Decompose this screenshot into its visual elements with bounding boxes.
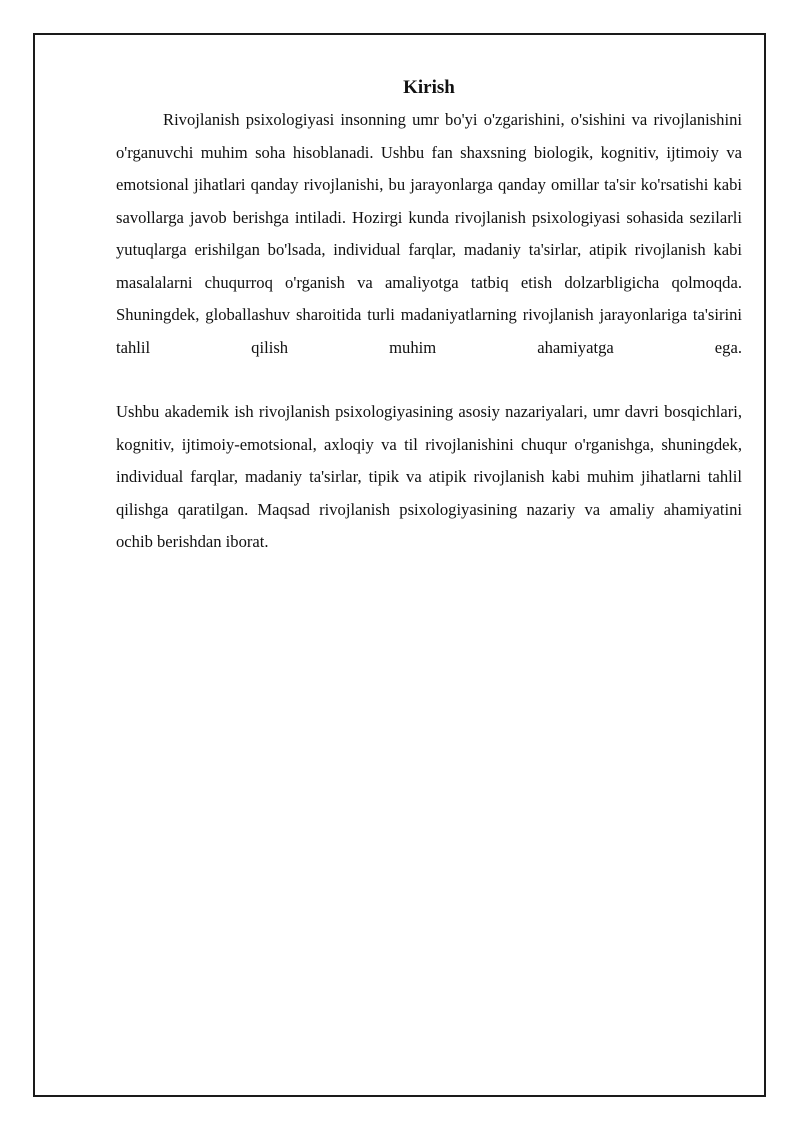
paragraph-intro: Rivojlanish psixologiyasi insonning umr bo'yi o'zgarishini, o'sishini va rivojlanishini o'rganuvchi muhim soha hisoblanadi. Ushbu fan shaxsning biologik, kognitiv, ijtimoiy va emotsional jihatlari qanday rivojlanishi, bu jarayonlarga qanday omillar ta'sir ko'rsatishi kabi savollarga javob berishga intiladi. Hozirgi kunda rivojlanish psixologiyasi sohasida sezilarli yutuqlarga erishilgan bo'lsada, individual farqlar, madaniy ta'sirlar, atipik rivojlanish kabi masalalarni chuqurroq o'rganish va amaliyotga tatbiq etish dolzarbligicha qolmoqda. Shuningdek, globallashuv sharoitida turli madaniyatlarning rivojlanish jarayonlariga ta'sirini tahlil qilish muhim ahamiyatga ega.: [116, 110, 742, 357]
paragraph-purpose: Ushbu akademik ish rivojlanish psixologiyasining asosiy nazariyalari, umr davri bosqichlari, kognitiv, ijtimoiy-emotsional, axloqiy va til rivojlanishini chuqur o'rganishga, shuningdek, individual farqlar, madaniy ta'sirlar, tipik va atipik rivojlanish kabi muhim jihatlarni tahlil qilishga qaratilgan. Maqsad rivojlanish psixologiyasining nazariy va amaliy ahamiyatini ochib berishdan iborat.: [116, 402, 742, 551]
paragraph-spacer: [116, 364, 742, 396]
document-body: [116, 72, 742, 559]
document-title: Kirish: [403, 77, 455, 98]
